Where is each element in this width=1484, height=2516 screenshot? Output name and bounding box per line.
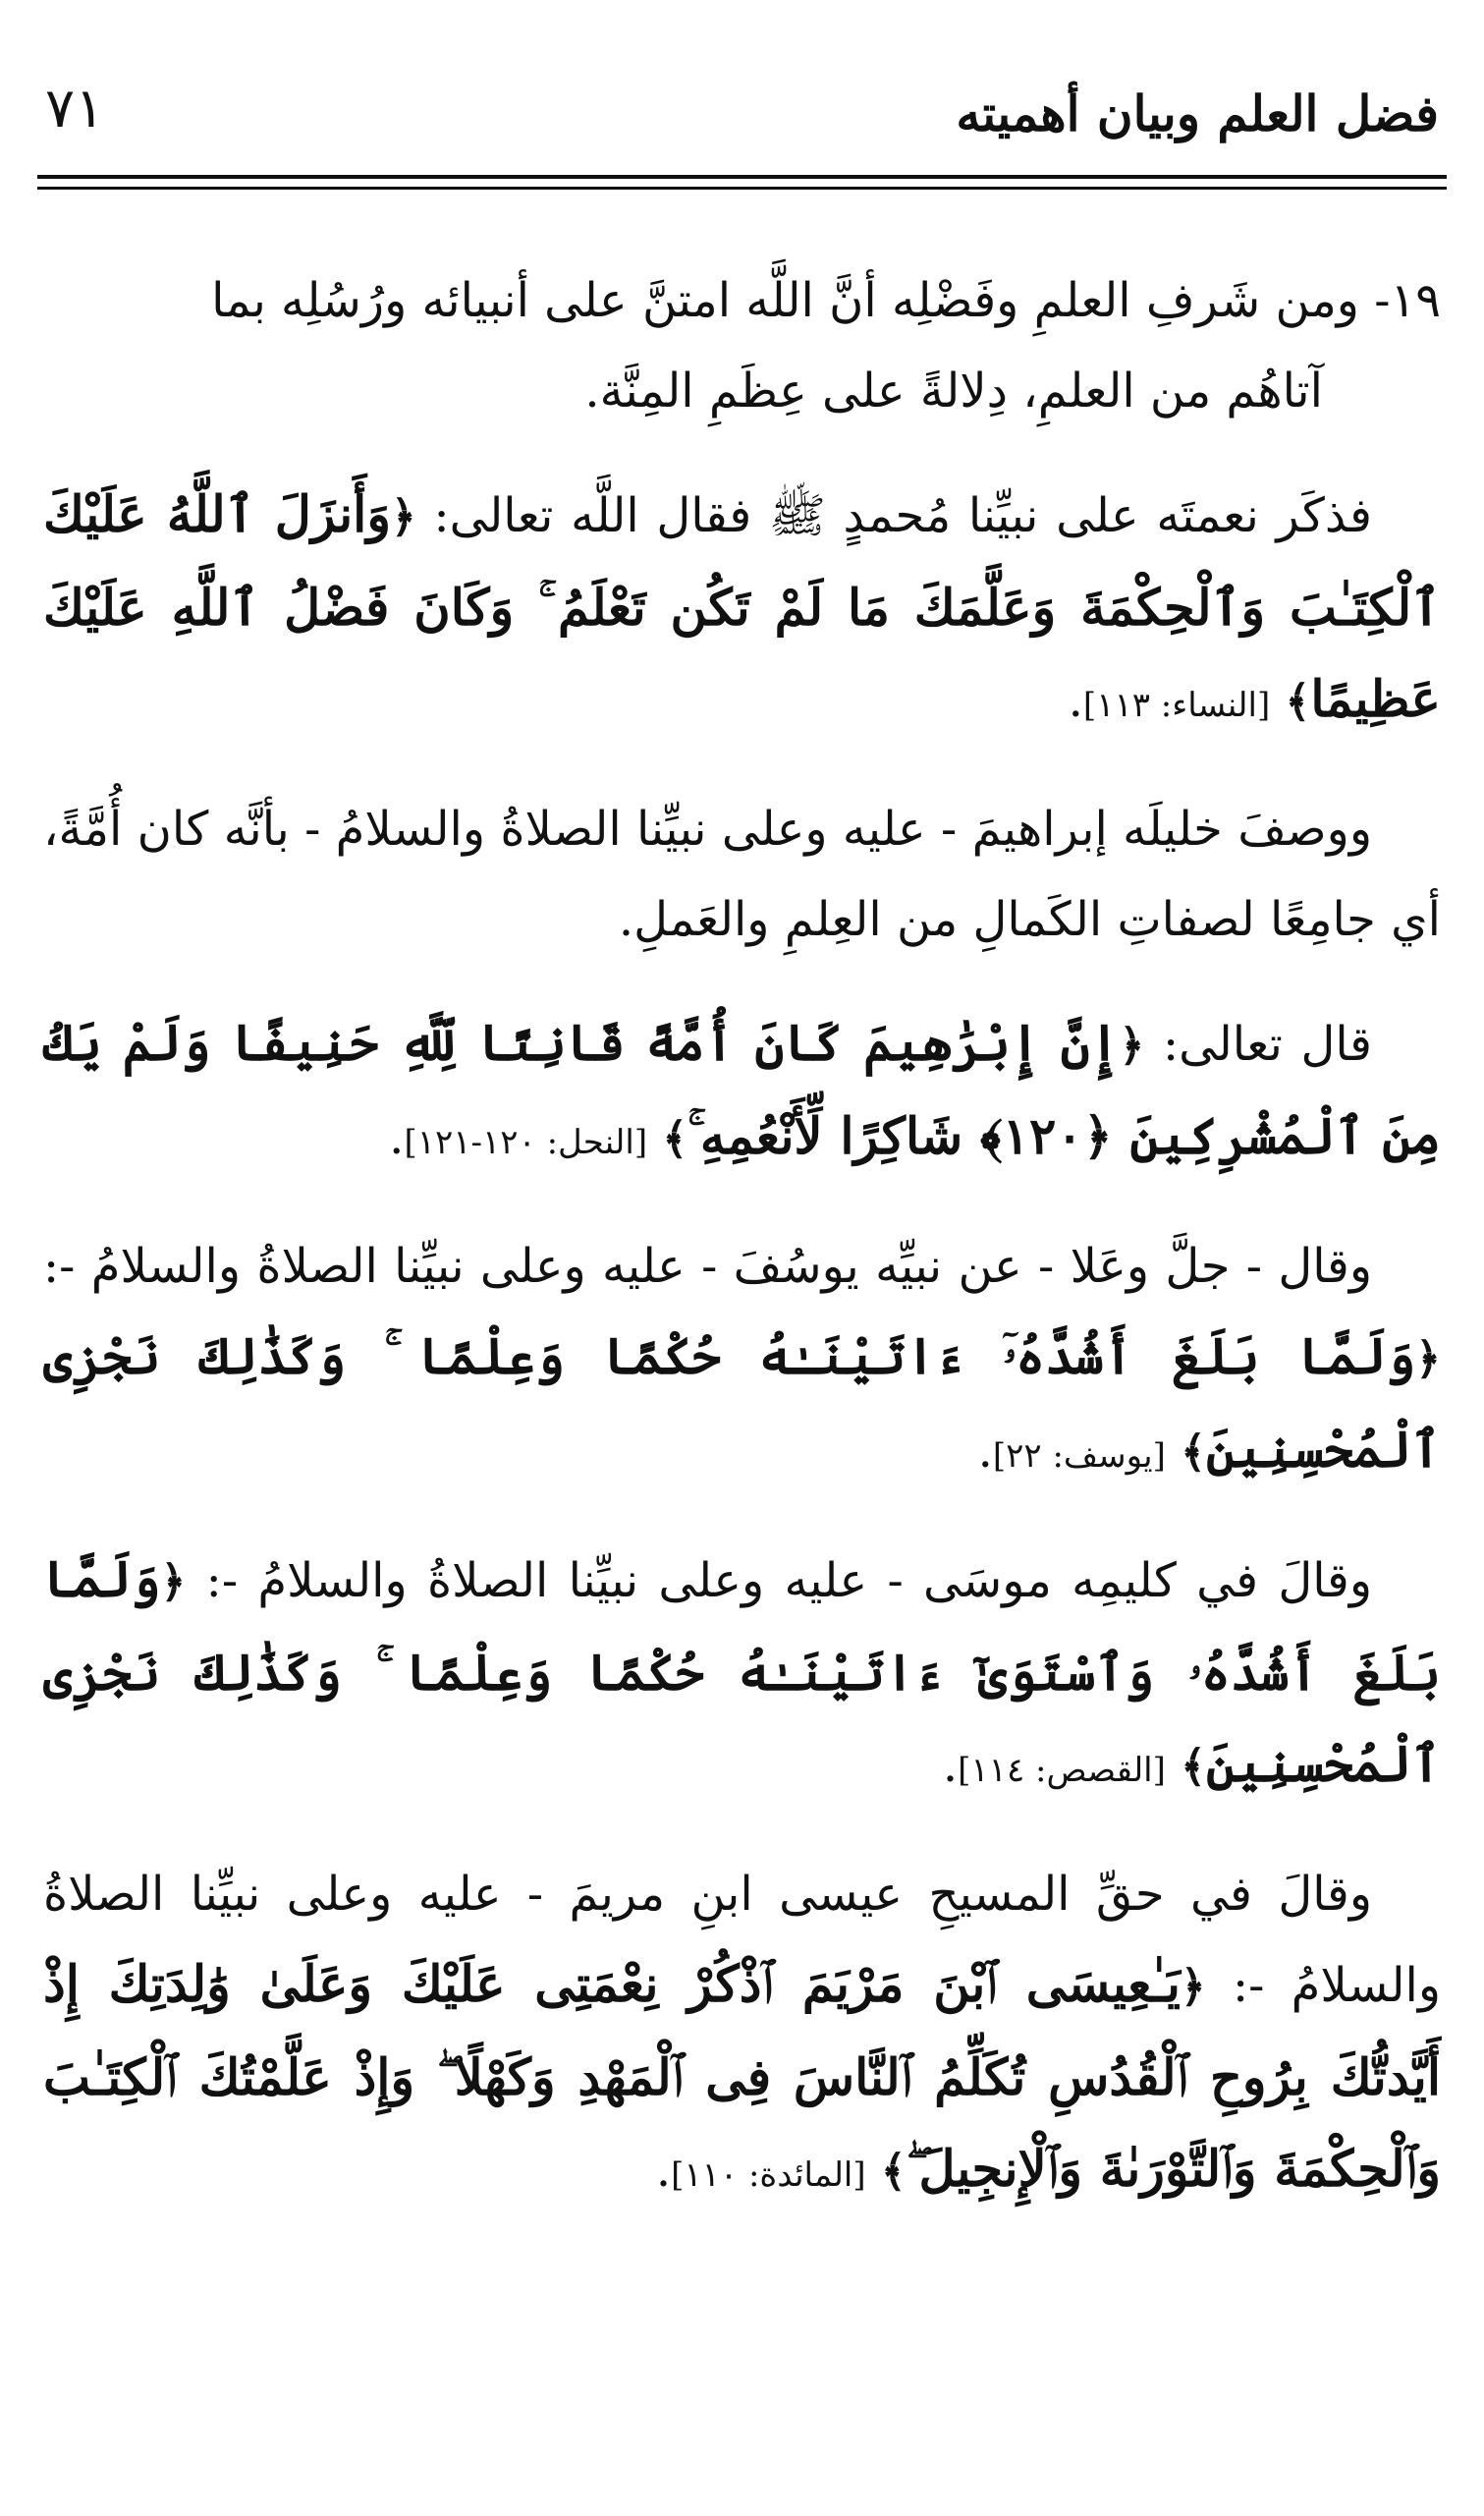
quran-verse: يَـٰعِيسَى ٱبْنَ مَرْيَمَ ٱذْكُرْ نِعْمَتِى عَلَيْكَ وَعَلَىٰ وَٰلِدَتِكَ إِذْ أَيَّدتُّكَ بِرُوحِ ٱلْقُدُسِ تُكَلِّمُ ٱلنَّاسَ فِى ٱلْمَهْدِ وَكَهْلًا ۖ وَإِذْ عَلَّمْتُكَ ٱلْكِتَـٰبَ وَٱلْحِكْمَةَ وَٱلتَّوْرَىٰةَ وَٱلْإِنجِيلَ ۖ [43,1955,1441,2199]
header-rule-thick [37,175,1447,179]
verse-reference: [المائدة: ١١٠] [671,2155,866,2195]
paragraph-yusuf [43,1221,1441,1501]
quran-close-bracket: ﴾ [1285,677,1311,727]
quran-verse: وَلَمَّا بَلَغَ أَشُدَّهُۥٓ ءَاتَيْنَـٰهُ حُكْمًا وَعِلْمًا ۚ وَكَذَٰلِكَ نَجْزِى ٱلْمُحْسِنِينَ [43,1327,1441,1480]
quran-verse: وَلَمَّا بَلَغَ أَشُدَّهُۥ وَٱسْتَوَىٰٓ ءَاتَيْنَـٰهُ حُكْمًا وَعِلْمًا ۚ وَكَذَٰلِكَ نَجْزِى ٱلْمُحْسِنِينَ [43,1550,1441,1794]
paragraph-intro: وقالَ في كليمِه موسَى - عليه وعلى نبيِّنا الصلاةُ والسلامُ -: [205,1553,1373,1608]
verse-reference: [النساء: ١١٣] [1082,686,1271,725]
quran-open-bracket: ﴿ [1180,1962,1206,2012]
paragraph-19 [43,255,1441,436]
quran-verse: وَأَنزَلَ ٱللَّهُ عَلَيْكَ ٱلْكِتَـٰبَ وَٱلْحِكْمَةَ وَعَلَّمَكَ مَا لَمْ تَكُن تَعْلَمُ ۚ وَكَانَ فَضْلُ ٱللَّهِ عَلَيْكَ عَظِيمًا [43,485,1441,729]
paragraph-intro: قال تعالى: [1162,1017,1372,1072]
paragraph-19-line1: ١٩- ومن شَرفِ العلمِ وفَضْلِه أنَّ اللَّه امتنَّ على أنبيائه ورُسُلِه بما [211,273,1441,328]
quran-close-bracket: ﴾ [1181,1742,1206,1792]
page-header [37,77,1447,165]
sentence-end: . [942,1738,959,1793]
main-text [43,255,1441,2254]
verse-reference: [القصص: ١١٤] [958,1751,1166,1790]
quran-close-bracket: ﴾ [880,2147,907,2197]
quran-open-bracket: ﴿ [1119,1021,1145,1071]
paragraph-isa [43,1849,1441,2220]
running-title: فضل العلم وبيان أهميته [956,84,1439,142]
sentence-end: . [655,2143,672,2198]
paragraph-19-line2: آتاهُم من العلمِ، دِلالةً على عِظَمِ المِنَّة. [584,363,1323,419]
sentence-end: . [977,1424,993,1479]
paragraph-intro: فذكَر نعمتَه على نبيِّنا مُحمدٍ ﷺ فقال اللَّه تعالى: [433,488,1372,543]
header-rule-thin [37,187,1447,190]
verse-reference: [النحل: ١٢٠-١٢١] [404,1123,648,1162]
paragraph-intro: وقالَ في حقِّ المسيحِ عيسى ابنِ مريمَ - عليه وعلى نبيِّنا الصلاةُ والسلامُ -: [43,1867,1441,2013]
paragraph-ibrahim [43,784,1441,965]
paragraph-text: ووصفَ خليلَه إبراهيمَ - عليه وعلى نبيِّنا الصلاةُ والسلامُ - بأنَّه كان أُمَّةً، أي جامِعًا لصفاتِ الكَمالِ من العِلمِ والعَملِ. [43,802,1441,947]
paragraph-ibrahim-verse [43,998,1441,1188]
page-number: ٧١ [45,77,105,140]
sentence-end: . [389,1110,405,1165]
paragraph-muhammad [43,470,1441,751]
sentence-end: . [1068,673,1083,728]
quran-open-bracket: ﴿ [160,1557,187,1607]
quran-close-bracket: ﴾ [1181,1427,1206,1478]
paragraph-intro: وقال - جلَّ وعَلا - عن نبيِّه يوسُفَ - عليه وعلى نبيِّنا الصلاةُ والسلامُ -: [43,1239,1372,1294]
quran-open-bracket: ﴿ [390,492,416,542]
quran-verse: إِنَّ إِبْرَٰهِيمَ كَانَ أُمَّةً قَانِتًا لِّلَّهِ حَنِيفًا وَلَمْ يَكُ مِنَ ٱلْمُشْرِكِينَ ﴿١٢٠﴾ شَاكِرًا لِّأَنْعُمِهِ ۚ [43,1014,1441,1166]
quran-open-bracket: ﴿ [1415,1334,1441,1384]
paragraph-musa [43,1535,1441,1816]
verse-reference: [يوسف: ٢٢] [992,1436,1166,1476]
quran-close-bracket: ﴾ [662,1114,688,1164]
